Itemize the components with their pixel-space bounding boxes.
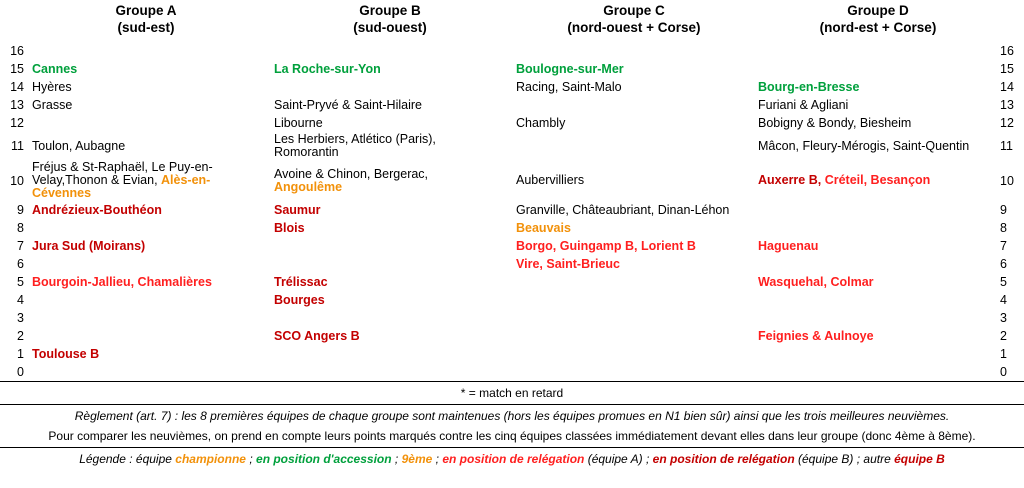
group-b-cell [270,42,512,60]
legend-relegation-a: en position de relégation [442,452,585,466]
group-d-cell [754,201,996,219]
rank-left: 10 [10,173,24,188]
team-line [274,181,508,194]
group-d-sub: (nord-est + Corse) [819,20,937,35]
team-name: Créteil, Besançon [824,173,931,187]
team-name: Borgo, Guingamp B, Lorient B [516,238,696,253]
team-name: Trélissac [274,274,328,289]
group-a-cell [28,291,270,309]
team-name: Saumur [274,202,321,217]
team-line [274,222,508,235]
group-c-sub: (nord-ouest + Corse) [567,20,701,35]
table-row [0,327,1024,345]
team-line [758,117,992,130]
group-b-cell [270,345,512,363]
group-b-cell [270,291,512,309]
table-row [0,309,1024,327]
team-line [274,99,508,112]
team-name: Feignies & Aulnoye [758,328,874,343]
team-name: Alès-en-Cévennes [32,173,211,200]
legend-intro: Légende : équipe [79,452,172,466]
group-b-cell [270,255,512,273]
group-c-cell [512,273,754,291]
group-b-cell [270,309,512,327]
footer [0,381,1024,469]
group-d-cell [754,42,996,60]
group-a-cell [28,160,270,201]
team-name: Romorantin [274,145,339,159]
rank-left: 7 [17,239,24,253]
group-d-cell [754,132,996,160]
group-c-cell [512,291,754,309]
group-c-cell [512,237,754,255]
team-line [32,81,266,94]
group-b-cell [270,237,512,255]
team-line [274,276,508,289]
team-name: Boulogne-sur-Mer [516,61,624,76]
team-line [516,240,750,253]
table-row [0,132,1024,160]
team-name: Racing, Saint-Malo [516,79,622,94]
team-line [758,276,992,289]
team-line [516,258,750,271]
team-name: Cannes [32,61,78,76]
team-name: Angoulême [274,179,343,194]
group-d-cell [754,114,996,132]
team-line [758,240,992,253]
team-line [32,348,266,361]
group-b-cell [270,201,512,219]
team-name: Vire, [516,256,547,271]
rank-right: 9 [1000,203,1007,217]
team-line [516,63,750,76]
group-c-cell [512,309,754,327]
team-line [758,330,992,343]
rank-right: 0 [1000,365,1007,379]
rank-right: 3 [1000,311,1007,325]
group-b-cell [270,114,512,132]
group-header-d [756,2,1000,36]
header-rank-spacer [0,2,24,36]
reglement-line: Règlement (art. 7) : les 8 premières équipes de chaque groupe sont maintenues (hors les équipes promues en N1 bien sûr) ainsi que les trois meilleures neuvièmes. [74,409,950,423]
table-row [0,255,1024,273]
group-b-cell [270,327,512,345]
group-a-cell [28,114,270,132]
team-name: Grasse [32,97,73,112]
rank-left: 11 [11,139,24,153]
team-name: Hyères [32,79,72,94]
team-name: Jura Sud (Moirans) [32,238,146,253]
team-name: Saint-Brieuc [546,256,620,271]
group-d-cell [754,237,996,255]
group-c-cell [512,42,754,60]
rank-right: 1 [1000,347,1007,361]
group-header-c [512,2,756,36]
table-row [0,114,1024,132]
group-b-cell [270,78,512,96]
rank-right: 11 [1000,139,1013,153]
legend-autre-prefix: autre [863,452,891,466]
group-d-cell [754,309,996,327]
team-line [516,204,750,217]
group-c-cell [512,219,754,237]
team-name: Haguenau [758,238,819,253]
group-a-cell [28,345,270,363]
group-d-name: Groupe D [847,3,909,18]
group-d-cell [754,60,996,78]
team-line [274,63,508,76]
rank-right: 12 [1000,116,1014,130]
group-d-cell [754,219,996,237]
group-c-cell [512,114,754,132]
header-rank-spacer-right [1000,2,1024,36]
legend [0,448,1024,469]
group-a-cell [28,132,270,160]
team-name: Bourgoin-Jallieu, Chamalières [32,274,212,289]
group-d-cell [754,78,996,96]
team-line [32,99,266,112]
rank-left: 0 [17,365,24,379]
rank-right: 4 [1000,293,1007,307]
group-d-cell [754,291,996,309]
team-line [274,146,508,159]
rank-right: 2 [1000,329,1007,343]
rank-left: 2 [17,329,24,343]
group-b-cell [270,219,512,237]
group-d-cell [754,327,996,345]
comparaison-line: Pour comparer les neuvièmes, on prend en compte leurs points marqués contre les cinq équipes classées immédiatement devant elles dans leur groupe (donc 4ème à 8ème). [48,429,976,443]
group-a-cell [28,255,270,273]
team-line [758,174,992,187]
table-row [0,363,1024,381]
rank-left: 13 [10,98,24,112]
group-c-cell [512,201,754,219]
group-c-cell [512,160,754,201]
legend-relegation-b-suffix: (équipe B) [798,452,854,466]
team-name: Wasquehal, Colmar [758,274,874,289]
legend-sep-2: ; [394,452,399,466]
group-a-cell [28,237,270,255]
rank-right: 14 [1000,80,1014,94]
group-a-cell [28,363,270,381]
legend-sep-3: ; [435,452,439,466]
group-b-cell [270,160,512,201]
group-b-sub: (sud-ouest) [353,20,427,35]
rank-right: 6 [1000,257,1007,271]
team-line [32,276,266,289]
group-c-cell [512,327,754,345]
legend-relegation-a-suffix: (équipe A) [587,452,643,466]
group-a-cell [28,78,270,96]
group-c-cell [512,132,754,160]
group-c-cell [512,255,754,273]
rank-left: 1 [17,347,24,361]
team-name: Andrézieux-Bouthéon [32,202,162,217]
rank-right: 8 [1000,221,1007,235]
rank-left: 4 [17,293,24,307]
rank-right: 15 [1000,62,1014,76]
legend-sep-5: ; [856,452,861,466]
group-a-cell [28,96,270,114]
rank-left: 5 [17,275,24,289]
team-line [516,117,750,130]
team-name: Blois [274,220,305,235]
team-name: Furiani & Agliani [758,97,849,112]
group-a-cell [28,201,270,219]
table-row [0,160,1024,201]
team-line [32,140,266,153]
rank-left: 12 [10,116,24,130]
rank-left: 15 [10,62,24,76]
team-name: Bourg-en-Bresse [758,79,860,94]
team-name: Chambly [516,115,566,130]
team-name: Fréjus & St-Raphaël, Le Puy-en-Velay, [32,160,213,187]
team-name: Toulouse B [32,346,100,361]
team-line [32,161,266,200]
rank-left: 9 [17,203,24,217]
group-b-cell [270,60,512,78]
team-line [274,294,508,307]
group-a-sub: (sud-est) [117,20,175,35]
ranking-table [0,42,1024,381]
group-a-cell [28,42,270,60]
rank-right: 5 [1000,275,1007,289]
team-name: Saint-Pryvé & Saint-Hilaire [274,97,422,112]
table-row [0,273,1024,291]
team-name: Granville, Châteaubriant, Dinan-Léhon [516,202,730,217]
team-name: Bobigny & Bondy, Biesheim [758,115,912,130]
group-b-cell [270,273,512,291]
legend-championne: championne [175,452,246,466]
team-line [32,204,266,217]
team-name: Toulon, Aubagne [32,138,126,153]
team-line [32,240,266,253]
team-name: Aubervilliers [516,173,585,187]
table-row [0,96,1024,114]
legend-sep-1: ; [249,452,253,466]
group-d-cell [754,273,996,291]
team-name: Libourne [274,115,323,130]
table-row [0,60,1024,78]
rank-left: 6 [17,257,24,271]
note-match-retard: * = match en retard [460,386,564,400]
table-row [0,78,1024,96]
group-c-cell [512,363,754,381]
group-d-cell [754,160,996,201]
group-c-cell [512,96,754,114]
rank-right: 7 [1000,239,1007,253]
group-a-cell [28,309,270,327]
team-name: SCO Angers B [274,328,360,343]
table-row [0,219,1024,237]
team-line [758,81,992,94]
team-line [274,204,508,217]
group-c-name: Groupe C [603,3,665,18]
group-b-cell [270,96,512,114]
group-a-cell [28,60,270,78]
group-b-cell [270,132,512,160]
team-line [274,330,508,343]
team-name: Auxerre B, [758,173,825,187]
team-name: La Roche-sur-Yon [274,61,381,76]
team-line [758,99,992,112]
team-name: Beauvais [516,220,571,235]
team-name: Avoine & Chinon, Bergerac, [274,166,429,181]
team-name: Mâcon, Fleury-Mérogis, Saint-Quentin [758,138,970,153]
rank-left: 16 [10,44,24,58]
group-b-name: Groupe B [359,3,421,18]
group-c-cell [512,60,754,78]
groups-header [0,0,1024,42]
group-a-cell [28,327,270,345]
group-c-cell [512,345,754,363]
table-row [0,237,1024,255]
legend-sep-4: ; [645,452,650,466]
group-b-cell [270,363,512,381]
rank-right: 13 [1000,98,1014,112]
group-d-cell [754,96,996,114]
table-row [0,345,1024,363]
group-a-cell [28,219,270,237]
team-name: Bourges [274,292,325,307]
rank-right: 10 [1000,173,1014,188]
legend-accession: en position d'accession [256,452,392,466]
group-header-a [24,2,268,36]
team-line [274,117,508,130]
group-a-cell [28,273,270,291]
table-row [0,201,1024,219]
legend-autre: équipe B [894,452,945,466]
group-c-cell [512,78,754,96]
legend-relegation-b: en position de relégation [652,452,795,466]
group-d-cell [754,363,996,381]
rank-left: 3 [17,311,24,325]
rank-right: 16 [1000,44,1014,58]
group-d-cell [754,255,996,273]
rank-left: 14 [10,80,24,94]
group-a-name: Groupe A [115,3,177,18]
team-name: Thonon & Evian, [65,173,162,187]
team-line [516,174,750,187]
group-header-b [268,2,512,36]
legend-neuvieme: 9ème [401,452,433,466]
team-line [758,140,992,153]
team-line [516,81,750,94]
table-row [0,42,1024,60]
rank-left: 8 [17,221,24,235]
group-d-cell [754,345,996,363]
team-line [516,222,750,235]
team-name: Les Herbiers, Atlético (Paris), [274,132,436,146]
table-row [0,291,1024,309]
team-line [32,63,266,76]
